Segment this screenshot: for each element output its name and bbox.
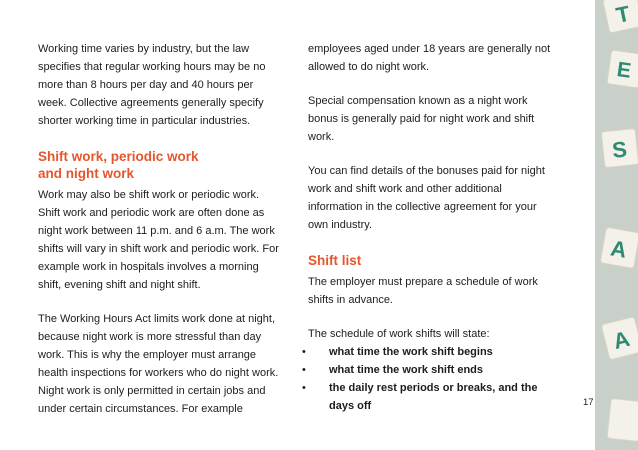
list-item-text: what time the work shift ends [329,364,484,376]
list-item [302,361,556,379]
list-item-text: the daily rest periods or breaks, and the days off [329,382,538,412]
list-item [302,379,556,415]
page-number: 17 [583,397,594,408]
tile-letter: S [610,136,629,163]
working-hours-act-paragraph: The Working Hours Act limits work done at night, because night work is more stressful than day work. This is why the employer must arrange health inspections for workers who do night work. Night work is only permitted in certain jobs and under certain circumstances. For example [38,313,279,415]
tile-letter: E [615,57,633,83]
schedule-paragraph: The employer must prepare a schedule of work shifts in advance. [308,276,538,306]
right-column [302,40,556,415]
schedule-list [302,343,556,415]
list-intro: The schedule of work shifts will state: [308,328,490,340]
heading-line-2: and night work [38,166,134,181]
tile-letter: T [613,0,633,29]
tile-letter: A [610,325,633,355]
scrabble-tiles-decoration [595,0,638,450]
shift-list-heading: Shift list [308,253,362,268]
list-item [302,343,556,361]
bonus-details-paragraph: You can find details of the bonuses paid for night work and shift work and other additional information in the collective agreement for your own industry. [308,165,545,231]
compensation-paragraph: Special compensation known as a night work bonus is generally paid for night work and shift work. [308,95,535,143]
tile-letter: A [608,235,629,263]
intro-paragraph: Working time varies by industry, but the law specifies that regular working hours may be no more than 8 hours per day and 40 hours per week. Collective agreements generally specify shorter working time in particular industries. [38,43,266,127]
shift-work-heading [38,148,283,182]
bullet-icon: • [302,382,306,394]
shift-work-paragraph: Work may also be shift work or periodic work. Shift work and periodic work are often done as night work between 11 p.m. and 6 a.m. The work shifts will vary in shift work and periodic work. For example work in hospitals involves a morning shift, evening shift and night shift. [38,189,279,291]
tile-6 [607,398,638,441]
tile-3 [601,128,638,167]
bullet-icon: • [302,346,306,358]
tile-2 [607,50,638,88]
heading-line-1: Shift work, periodic work [38,149,199,164]
list-item-text: what time the work shift begins [329,346,493,358]
under-18-paragraph: employees aged under 18 years are generally not allowed to do night work. [308,43,551,73]
tile-4 [600,227,638,268]
bullet-icon: • [302,364,306,376]
left-column [38,40,283,418]
